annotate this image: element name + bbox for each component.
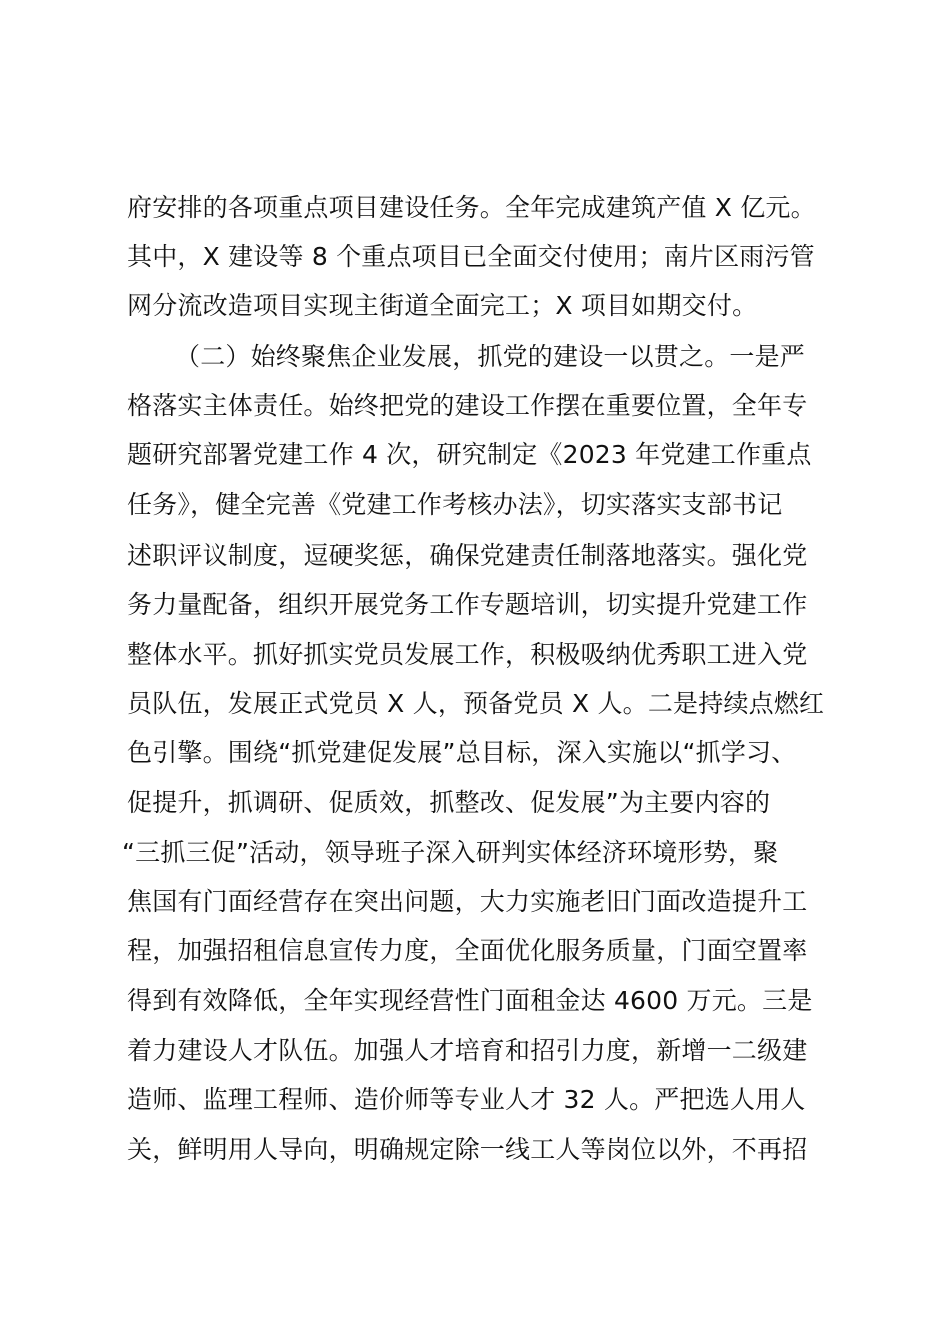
body-text-line: 格落实主体责任。始终把党的建设工作摆在重要位置，全年专 [127, 391, 808, 420]
body-text-line: 整体水平。抓好抓实党员发展工作，积极吸纳优秀职工进入党 [127, 640, 808, 669]
body-text-line: 焦国有门面经营存在突出问题，大力实施老旧门面改造提升工 [127, 887, 808, 916]
body-text-line: 关，鲜明用人导向，明确规定除一线工人等岗位以外，不再招 [127, 1135, 808, 1164]
body-text-line: 得到有效降低，全年实现经营性门面租金达 4600 万元。三是 [127, 986, 813, 1015]
body-text-line: 促提升，抓调研、促质效，抓整改、促发展”为主要内容的 [127, 788, 771, 817]
body-text-line: 务力量配备，组织开展党务工作专题培训，切实提升党建工作 [127, 590, 808, 619]
body-text-line: 色引擎。围绕“抓党建促发展”总目标，深入实施以“抓学习、 [127, 738, 797, 767]
body-text-line: 府安排的各项重点项目建设任务。全年完成建筑产值 X 亿元。 [127, 193, 816, 222]
body-text-line: 网分流改造项目实现主街道全面完工；X 项目如期交付。 [127, 291, 758, 320]
body-text-line: 员队伍，发展正式党员 X 人，预备党员 X 人。二是持续点燃红 [127, 689, 825, 718]
body-text-line: 其中，X 建设等 8 个重点项目已全面交付使用；南片区雨污管 [127, 242, 815, 271]
body-text-line: 造师、监理工程师、造价师等专业人才 32 人。严把选人用人 [127, 1085, 806, 1114]
body-text-line: 题研究部署党建工作 4 次，研究制定《2023 年党建工作重点 [127, 440, 812, 469]
body-text-line: 程，加强招租信息宣传力度，全面优化服务质量，门面空置率 [127, 936, 808, 965]
body-text-line: 述职评议制度，逗硬奖惩，确保党建责任制落地落实。强化党 [127, 541, 808, 570]
section-heading-line: （二）始终聚焦企业发展，抓党的建设一以贯之。一是严 [175, 342, 806, 371]
body-text-line: “三抓三促”活动，领导班子深入研判实体经济环境形势，聚 [122, 838, 779, 867]
body-text-line: 着力建设人才队伍。加强人才培育和招引力度，新增一二级建 [127, 1036, 808, 1065]
body-text-line: 任务》，健全完善《党建工作考核办法》，切实落实支部书记 [127, 490, 783, 519]
